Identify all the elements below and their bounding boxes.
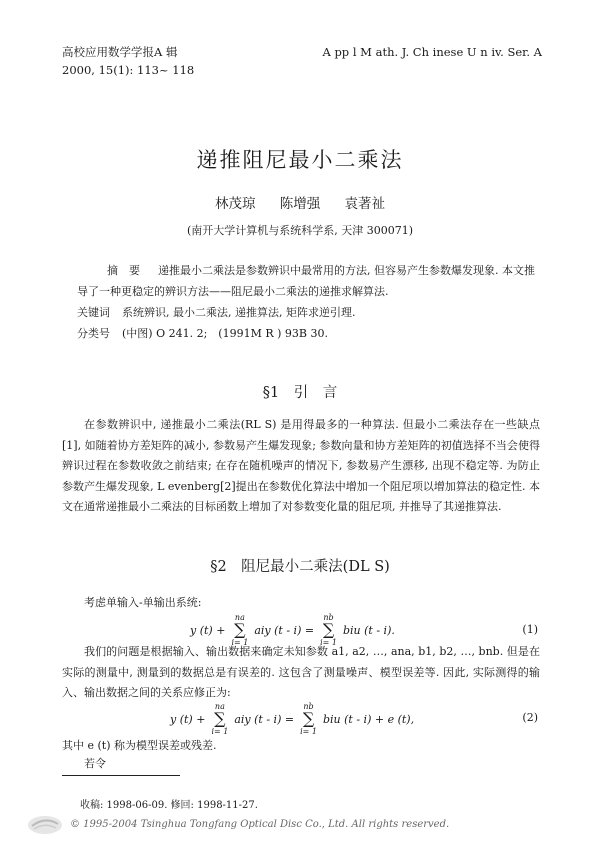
journal-name-en: A pp l M ath. J. Ch inese U n iv. Ser. A xyxy=(322,45,542,59)
sum-upper: nb xyxy=(323,613,334,622)
sum-lower: i= 1 xyxy=(320,638,337,647)
volume-info: 2000, 15(1): 113~ 118 xyxy=(62,63,195,77)
keywords-label: 关键词 xyxy=(77,306,110,319)
equation-lhs: y (t) + xyxy=(190,623,226,637)
equation-number: (1) xyxy=(522,623,538,636)
sum-upper: na xyxy=(234,613,245,622)
sigma-icon: ∑ xyxy=(322,620,335,639)
sum-upper: na xyxy=(214,702,225,711)
equation-term: biu (t - i) + e (t), xyxy=(322,712,415,726)
sigma-icon: ∑ xyxy=(302,709,315,728)
summation xyxy=(211,702,228,736)
section-heading: §1 引 言 xyxy=(262,385,338,401)
sum-lower: i= 1 xyxy=(300,727,317,736)
journal-name-cn: 高校应用数学学报A 辑 xyxy=(62,45,178,59)
sum-lower: i= 1 xyxy=(231,638,249,647)
author-name: 袁著祉 xyxy=(344,196,386,212)
section-paragraph: 考虑单输入-单输出系统: xyxy=(84,596,202,609)
section-paragraph: 其中 e (t) 称为模型误差或残差. xyxy=(62,739,217,752)
copyright-notice: © 1995-2004 Tsinghua Tongfang Optical Disc Co., Ltd. All rights reserved. xyxy=(70,819,450,830)
author-name: 陈增强 xyxy=(279,196,321,212)
classification-text: (中图) O 241. 2; (1991M R ) 93B 30. xyxy=(122,327,328,340)
sigma-icon: ∑ xyxy=(234,620,246,639)
keywords xyxy=(77,303,355,324)
footnote: 收稿: 1998-06-09. 修回: 1998-11-27. xyxy=(80,800,258,811)
equation-lhs: y (t) + xyxy=(170,712,206,726)
section-paragraph: 在参数辨识中, 递推最小二乘法(RL S) 是用得最多的一种算法. 但最小二乘法存在一些缺点[1], 如随着协方差矩阵的减小, 参数易产生爆发现象; 参数向量和协方差矩阵的初值选择不当会使得辨识过程在参数收敛之前结束; 在存在随机噪声的情况下, 参数易产生漂移, 出现不稳定等. 为防止参数产生爆发现象, L evenberg[2]提出在参数优化算法中增加一个阻尼项以增加算法的稳定性. 本文在通常递推最小二乘法的目标函数上增加了对参数变化量的阻尼项, 并推导了其递推算法. xyxy=(62,418,540,513)
equation xyxy=(170,701,414,737)
abstract-label: 摘 要 xyxy=(107,264,140,277)
paper-title: 递推阻尼最小二乘法 xyxy=(196,148,404,172)
equation-term: aiy (t - i) = xyxy=(234,712,295,726)
sigma-icon: ∑ xyxy=(214,709,226,728)
keywords-text: 系统辨识, 最小二乘法, 递推算法, 矩阵求逆引理. xyxy=(122,306,356,319)
section-heading: §2 阻尼最小二乘法(DL S) xyxy=(210,559,390,575)
equation-term: aiy (t - i) = xyxy=(254,623,315,637)
abstract xyxy=(77,261,539,302)
abstract-text: 递推最小二乘法是参数辨识中最常用的方法, 但容易产生参数爆发现象. 本文推导了一种更稳定的辨识方法——阻尼最小二乘法的递推求解算法. xyxy=(77,264,535,298)
affiliation: (南开大学计算机与系统科学系, 天津 300071) xyxy=(186,224,414,237)
sum-lower: i= 1 xyxy=(211,727,229,736)
author-list xyxy=(0,192,600,212)
classification-label: 分类号 xyxy=(77,327,110,340)
summation xyxy=(300,702,317,736)
classification xyxy=(77,324,328,345)
footnote-rule xyxy=(62,775,180,776)
section-paragraph: 若令 xyxy=(84,757,106,770)
equation-term: biu (t - i). xyxy=(342,623,395,637)
publisher-logo-icon xyxy=(26,814,64,836)
section-paragraph: 我们的问题是根据输入、输出数据来确定未知参数 a1, a2, …, ana, b1, b2, …, bnb. 但是在实际的测量中, 测量到的数据总是有误差的. 这包含了测量噪声、模型误差等. 因此, 实际测得的输入、输出数据之间的关系应修正为: xyxy=(62,645,540,699)
author-name: 林茂琼 xyxy=(214,196,256,212)
sum-upper: nb xyxy=(303,702,314,711)
equation-number: (2) xyxy=(522,711,538,724)
